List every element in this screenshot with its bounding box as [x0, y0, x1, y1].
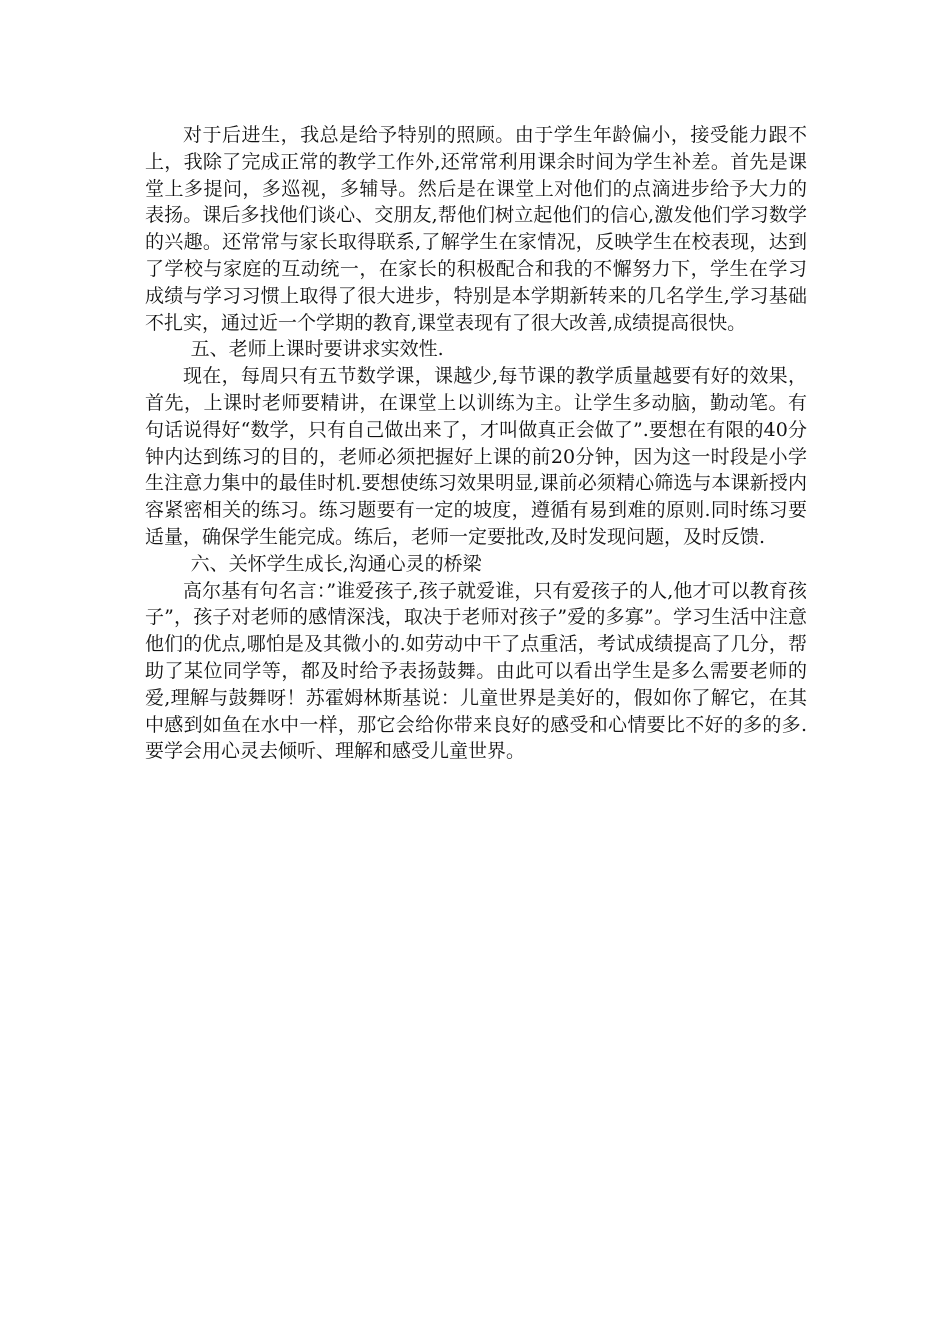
- paragraph-class-effectiveness: 现在，每周只有五节数学课，课越少,每节课的教学质量越要有好的效果，首先，上课时老师要精讲，在课堂上以训练为主。让学生多动脑，勤动笔。有句话说得好“数学，只有自己做出来了，才叫做真正会做了”.要想在有限的40分钟内达到练习的目的，老师必须把握好上课的前20分钟，因为这一时段是小学生注意力集中的最佳时机.要想使练习效果明显,课前必须精心筛选与本课新授内容紧密相关的练习。练习题要有一定的坡度，遵循有易到难的原则.同时练习要适量，确保学生能完成。练后，老师一定要批改,及时发现问题，及时反馈.: [145, 365, 807, 548]
- section-heading-six: 六、关怀学生成长,沟通心灵的桥梁: [190, 552, 482, 575]
- paragraph-backward-students: 对于后进生，我总是给予特别的照顾。由于学生年龄偏小，接受能力跟不上，我除了完成正常的教学工作外,还常常利用课余时间为学生补差。首先是课堂上多提问，多巡视，多辅导。然后是在课堂上对他们的点滴进步给予大力的表扬。课后多找他们谈心、交朋友,帮他们树立起他们的信心,激发他们学习数学的兴趣。还常常与家长取得联系,了解学生在家情况，反映学生在校表现，达到了学校与家庭的互动统一，在家长的积极配合和我的不懈努力下，学生在学习成绩与学习习惯上取得了很大进步，特别是本学期新转来的几名学生,学习基础不扎实，通过近一个学期的教育,课堂表现有了很大改善,成绩提高很快。: [145, 124, 807, 334]
- section-heading-five: 五、老师上课时要讲求实效性.: [190, 338, 444, 361]
- paragraph-caring-students: 高尔基有句名言：”谁爱孩子,孩子就爱谁，只有爱孩子的人,他才可以教育孩子”，孩子对老师的感情深浅，取决于老师对孩子”爱的多寡”。学习生活中注意他们的优点,哪怕是及其微小的.如劳动中干了点重活，考试成绩提高了几分，帮助了某位同学等，都及时给予表扬鼓舞。由此可以看出学生是多么需要老师的爱,理解与鼓舞呀！苏霍姆林斯基说：儿童世界是美好的，假如你了解它，在其中感到如鱼在水中一样，那它会给你带来良好的感受和心情要比不好的多的多.要学会用心灵去倾听、理解和感受儿童世界。: [145, 579, 807, 763]
- document-body: [145, 122, 807, 765]
